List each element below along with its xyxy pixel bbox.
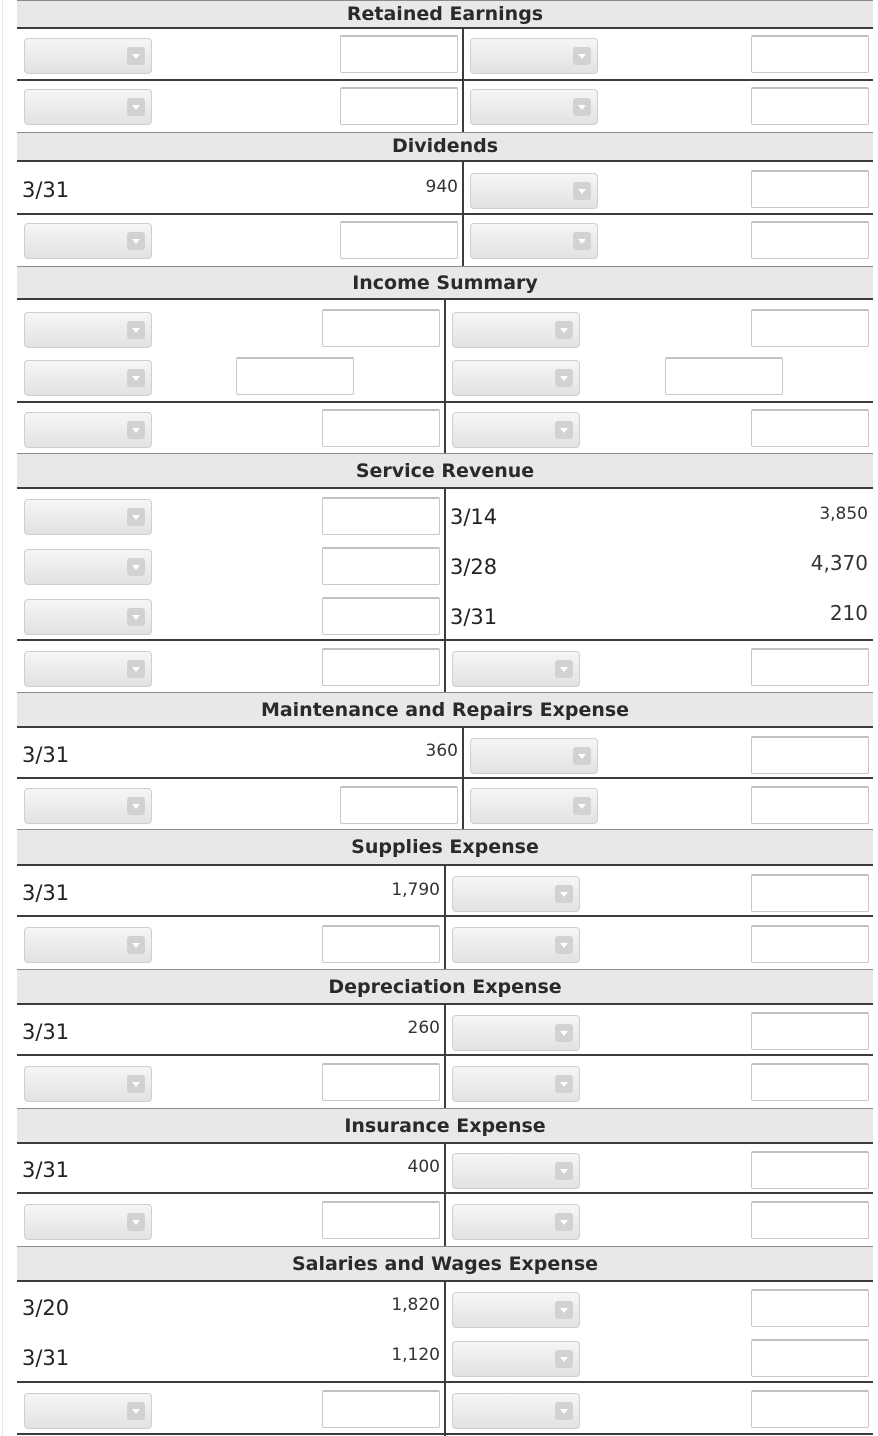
debit-amount-input[interactable] bbox=[322, 597, 440, 635]
chevron-down-icon bbox=[555, 1213, 573, 1231]
account-title: Income Summary bbox=[17, 266, 873, 300]
chevron-down-icon bbox=[555, 421, 573, 439]
account-title: Salaries and Wages Expense bbox=[17, 1246, 873, 1282]
debit-balance-dropdown[interactable] bbox=[24, 89, 152, 125]
chevron-down-icon bbox=[127, 232, 145, 250]
chevron-down-icon bbox=[127, 98, 145, 116]
debit-balance-input[interactable] bbox=[340, 786, 458, 824]
debit-date-dropdown[interactable] bbox=[24, 38, 152, 74]
debit-amount-input[interactable] bbox=[322, 497, 440, 535]
chevron-down-icon bbox=[555, 1301, 573, 1319]
debit-balance-input[interactable] bbox=[340, 221, 458, 259]
debit-amount: 400 bbox=[407, 1157, 440, 1177]
credit-amount-input[interactable] bbox=[751, 874, 869, 912]
debit-amount: 1,790 bbox=[391, 880, 440, 900]
debit-balance-input[interactable] bbox=[322, 1390, 440, 1428]
total-line bbox=[17, 777, 873, 779]
chevron-down-icon bbox=[127, 1213, 145, 1231]
total-line bbox=[17, 1381, 873, 1383]
debit-balance-dropdown[interactable] bbox=[24, 412, 152, 448]
debit-balance-dropdown[interactable] bbox=[24, 223, 152, 259]
credit-date-dropdown[interactable] bbox=[470, 738, 598, 774]
debit-amount: 260 bbox=[407, 1018, 440, 1038]
credit-balance-input[interactable] bbox=[751, 221, 869, 259]
credit-date: 3/31 bbox=[450, 605, 498, 629]
t-account-divider bbox=[444, 1144, 446, 1246]
chevron-down-icon bbox=[127, 797, 145, 815]
debit-date-dropdown[interactable] bbox=[24, 312, 152, 348]
credit-amount-input[interactable] bbox=[751, 170, 869, 208]
credit-balance-input[interactable] bbox=[751, 87, 869, 125]
credit-amount-input[interactable] bbox=[751, 1289, 869, 1327]
t-account-divider bbox=[444, 300, 446, 453]
t-account-divider bbox=[444, 1282, 446, 1436]
credit-balance-dropdown[interactable] bbox=[470, 89, 598, 125]
debit-date: 3/31 bbox=[22, 1020, 70, 1044]
credit-date-dropdown[interactable] bbox=[470, 38, 598, 74]
chevron-down-icon bbox=[555, 321, 573, 339]
credit-amount: 210 bbox=[829, 601, 868, 625]
chevron-down-icon bbox=[555, 369, 573, 387]
credit-balance-dropdown[interactable] bbox=[452, 927, 580, 963]
debit-balance-dropdown[interactable] bbox=[24, 651, 152, 687]
debit-amount: 360 bbox=[425, 741, 458, 761]
debit-amount-input[interactable] bbox=[322, 547, 440, 585]
chevron-down-icon bbox=[127, 47, 145, 65]
total-line bbox=[17, 213, 873, 215]
credit-date-dropdown[interactable] bbox=[452, 1153, 580, 1189]
t-account-divider bbox=[444, 489, 446, 692]
debit-balance-dropdown[interactable] bbox=[24, 1393, 152, 1429]
total-line bbox=[17, 1054, 873, 1056]
debit-balance-input[interactable] bbox=[322, 925, 440, 963]
account-title: Dividends bbox=[17, 132, 873, 162]
account-title: Maintenance and Repairs Expense bbox=[17, 692, 873, 728]
chevron-down-icon bbox=[127, 1402, 145, 1420]
chevron-down-icon bbox=[555, 885, 573, 903]
chevron-down-icon bbox=[127, 321, 145, 339]
chevron-down-icon bbox=[127, 936, 145, 954]
bottom-rule bbox=[17, 1433, 873, 1435]
credit-balance-input[interactable] bbox=[751, 925, 869, 963]
credit-balance-dropdown[interactable] bbox=[452, 1204, 580, 1240]
debit-date: 3/31 bbox=[22, 1346, 70, 1370]
debit-date-dropdown[interactable] bbox=[24, 549, 152, 585]
chevron-down-icon bbox=[555, 1075, 573, 1093]
credit-balance-input[interactable] bbox=[751, 409, 869, 447]
credit-date-dropdown[interactable] bbox=[452, 876, 580, 912]
total-line bbox=[17, 639, 873, 641]
credit-amount-input[interactable] bbox=[751, 736, 869, 774]
t-account-divider bbox=[444, 866, 446, 969]
chevron-down-icon bbox=[573, 232, 591, 250]
account-title: Insurance Expense bbox=[17, 1108, 873, 1144]
chevron-down-icon bbox=[127, 508, 145, 526]
chevron-down-icon bbox=[573, 797, 591, 815]
credit-amount: 4,370 bbox=[810, 551, 868, 575]
credit-date: 3/28 bbox=[450, 555, 498, 579]
debit-date: 3/31 bbox=[22, 743, 70, 767]
debit-amount-input[interactable] bbox=[340, 35, 458, 73]
chevron-down-icon bbox=[127, 1075, 145, 1093]
debit-date: 3/31 bbox=[22, 178, 70, 202]
chevron-down-icon bbox=[555, 1162, 573, 1180]
credit-date-dropdown[interactable] bbox=[452, 1015, 580, 1051]
debit-balance-dropdown[interactable] bbox=[24, 1204, 152, 1240]
chevron-down-icon bbox=[555, 660, 573, 678]
chevron-down-icon bbox=[573, 98, 591, 116]
credit-date-dropdown[interactable] bbox=[452, 1292, 580, 1328]
debit-balance-input[interactable] bbox=[322, 1201, 440, 1239]
chevron-down-icon bbox=[127, 608, 145, 626]
credit-balance-input[interactable] bbox=[751, 1063, 869, 1101]
credit-balance-input[interactable] bbox=[751, 1390, 869, 1428]
credit-amount-input[interactable] bbox=[751, 309, 869, 347]
debit-subtotal-input[interactable] bbox=[236, 357, 354, 395]
credit-balance-input[interactable] bbox=[751, 786, 869, 824]
credit-amount: 3,850 bbox=[819, 504, 868, 524]
account-title: Service Revenue bbox=[17, 453, 873, 489]
credit-amount-input[interactable] bbox=[751, 35, 869, 73]
credit-date-dropdown[interactable] bbox=[452, 360, 580, 396]
credit-balance-dropdown[interactable] bbox=[452, 412, 580, 448]
account-title: Depreciation Expense bbox=[17, 969, 873, 1005]
chevron-down-icon bbox=[555, 1402, 573, 1420]
chevron-down-icon bbox=[127, 660, 145, 678]
debit-date: 3/20 bbox=[22, 1296, 70, 1320]
debit-balance-input[interactable] bbox=[322, 1063, 440, 1101]
total-line bbox=[17, 915, 873, 917]
chevron-down-icon bbox=[573, 47, 591, 65]
debit-amount: 1,820 bbox=[391, 1295, 440, 1315]
debit-balance-input[interactable] bbox=[340, 87, 458, 125]
credit-balance-input[interactable] bbox=[751, 1201, 869, 1239]
chevron-down-icon bbox=[127, 421, 145, 439]
credit-balance-dropdown[interactable] bbox=[452, 1066, 580, 1102]
chevron-down-icon bbox=[573, 182, 591, 200]
debit-balance-input[interactable] bbox=[322, 648, 440, 686]
debit-date-dropdown[interactable] bbox=[24, 599, 152, 635]
debit-date: 3/31 bbox=[22, 881, 70, 905]
credit-balance-dropdown[interactable] bbox=[452, 1393, 580, 1429]
chevron-down-icon bbox=[555, 936, 573, 954]
total-line bbox=[17, 401, 873, 403]
credit-amount-input[interactable] bbox=[751, 1151, 869, 1189]
debit-balance-input[interactable] bbox=[322, 409, 440, 447]
debit-date-dropdown[interactable] bbox=[24, 499, 152, 535]
credit-balance-dropdown[interactable] bbox=[470, 788, 598, 824]
debit-balance-dropdown[interactable] bbox=[24, 788, 152, 824]
chevron-down-icon bbox=[555, 1024, 573, 1042]
credit-amount-input[interactable] bbox=[751, 1012, 869, 1050]
chevron-down-icon bbox=[573, 747, 591, 765]
credit-amount-input[interactable] bbox=[751, 1339, 869, 1377]
credit-date-dropdown[interactable] bbox=[470, 173, 598, 209]
credit-date-dropdown[interactable] bbox=[452, 312, 580, 348]
credit-balance-dropdown[interactable] bbox=[452, 651, 580, 687]
chevron-down-icon bbox=[127, 369, 145, 387]
page-left-border bbox=[2, 0, 3, 1436]
debit-balance-dropdown[interactable] bbox=[24, 927, 152, 963]
total-line bbox=[17, 79, 873, 81]
debit-date: 3/31 bbox=[22, 1158, 70, 1182]
total-line bbox=[17, 1192, 873, 1194]
debit-amount-input[interactable] bbox=[322, 309, 440, 347]
debit-amount: 940 bbox=[425, 177, 458, 197]
debit-amount: 1,120 bbox=[391, 1345, 440, 1365]
debit-balance-dropdown[interactable] bbox=[24, 1066, 152, 1102]
chevron-down-icon bbox=[127, 558, 145, 576]
debit-date-dropdown[interactable] bbox=[24, 360, 152, 396]
t-account-divider bbox=[444, 1005, 446, 1108]
credit-date: 3/14 bbox=[450, 505, 498, 529]
account-title: Supplies Expense bbox=[17, 829, 873, 866]
credit-date-dropdown[interactable] bbox=[452, 1341, 580, 1377]
credit-subtotal-input[interactable] bbox=[665, 357, 783, 395]
credit-balance-dropdown[interactable] bbox=[470, 223, 598, 259]
chevron-down-icon bbox=[555, 1350, 573, 1368]
account-title: Retained Earnings bbox=[17, 0, 873, 29]
credit-balance-input[interactable] bbox=[751, 648, 869, 686]
